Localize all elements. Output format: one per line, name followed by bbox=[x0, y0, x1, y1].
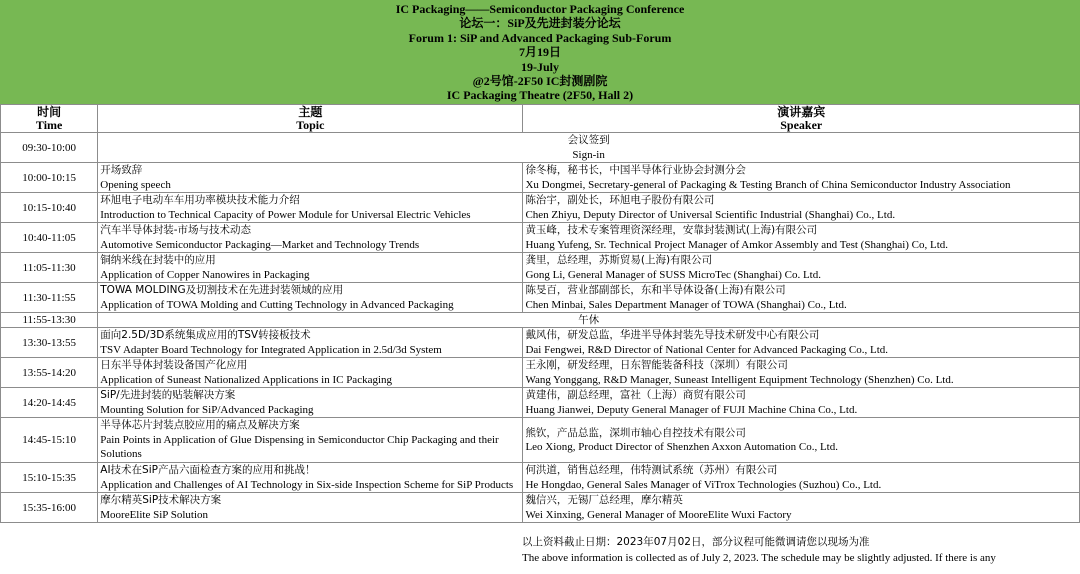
schedule-row bbox=[1, 358, 1080, 388]
topic-cell bbox=[98, 223, 523, 253]
speaker-cn: 陈旻百，营业部副部长，东和半导体设备(上海)有限公司 bbox=[525, 284, 786, 296]
speaker-cn: 陈治宇，副处长，环旭电子股份有限公司 bbox=[525, 194, 715, 206]
speaker-cn: 徐冬梅，秘书长，中国半导体行业协会封测分会 bbox=[525, 164, 746, 176]
topic-cell bbox=[98, 283, 523, 313]
time-cell: 14:20-14:45 bbox=[1, 388, 98, 418]
topic-cell bbox=[98, 418, 523, 463]
time-cell: 10:00-10:15 bbox=[1, 163, 98, 193]
speaker-en: Huang Jianwei, Deputy General Manager of FUJI Machine China Co., Ltd. bbox=[525, 403, 858, 416]
speaker-cn: 龚里，总经理，苏斯贸易(上海)有限公司 bbox=[525, 254, 713, 266]
venue-cn: @2号馆-2F50 IC封测剧院 bbox=[472, 74, 608, 89]
time-cell: 11:30-11:55 bbox=[1, 283, 98, 313]
schedule-table bbox=[0, 104, 1080, 523]
speaker-en: Xu Dongmei, Secretary-general of Packaging & Testing Branch of China Semiconductor Industry Association bbox=[525, 178, 1011, 191]
speaker-cn: 何洪道，销售总经理，伟特测试系统（苏州）有限公司 bbox=[525, 464, 778, 476]
speaker-cell bbox=[523, 388, 1080, 418]
column-header-row bbox=[1, 105, 1080, 133]
topic-cell bbox=[98, 493, 523, 523]
schedule-row bbox=[1, 418, 1080, 463]
speaker-en: Wei Xinxing, General Manager of MooreElite Wuxi Factory bbox=[525, 508, 792, 521]
topic-header: 主题 Topic bbox=[98, 105, 523, 133]
speaker-header: 演讲嘉宾 Speaker bbox=[523, 105, 1080, 133]
break-label-en: Sign-in bbox=[572, 148, 605, 161]
speaker-cell bbox=[523, 328, 1080, 358]
break-label-cn: 午休 bbox=[578, 313, 600, 326]
speaker-en: Dai Fengwei, R&D Director of National Center for Advanced Packaging Co., Ltd. bbox=[525, 343, 889, 356]
forum-header bbox=[0, 0, 1080, 104]
speaker-cell bbox=[523, 193, 1080, 223]
topic-en: Application of Copper Nanowires in Packaging bbox=[100, 268, 310, 281]
speaker-en: Chen Zhiyu, Deputy Director of Universal Scientific Industrial (Shanghai) Co., Ltd. bbox=[525, 208, 896, 221]
break-cell bbox=[98, 313, 1080, 328]
speaker-cell bbox=[523, 493, 1080, 523]
topic-cell bbox=[98, 253, 523, 283]
speaker-en: Wang Yonggang, R&D Manager, Suneast Intelligent Equipment Technology (Shenzhen) Co. Ltd. bbox=[525, 373, 954, 386]
schedule-row bbox=[1, 388, 1080, 418]
schedule-row bbox=[1, 253, 1080, 283]
time-cell: 15:35-16:00 bbox=[1, 493, 98, 523]
conference-title: IC Packaging——Semiconductor Packaging Conference bbox=[395, 2, 685, 16]
time-cell: 13:30-13:55 bbox=[1, 328, 98, 358]
footer-note bbox=[522, 534, 1080, 566]
topic-en: Introduction to Technical Capacity of Power Module for Universal Electric Vehicles bbox=[100, 208, 471, 221]
time-cell: 09:30-10:00 bbox=[1, 133, 98, 163]
schedule-row bbox=[1, 463, 1080, 493]
topic-en: Application of TOWA Molding and Cutting Technology in Advanced Packaging bbox=[100, 298, 454, 311]
speaker-cell bbox=[523, 463, 1080, 493]
topic-cell bbox=[98, 463, 523, 493]
topic-en: Application and Challenges of AI Technology in Six-side Inspection Scheme for SiP Products bbox=[100, 478, 514, 491]
topic-en: Automotive Semiconductor Packaging—Market and Technology Trends bbox=[100, 238, 420, 251]
time-cell: 14:45-15:10 bbox=[1, 418, 98, 463]
break-cell bbox=[98, 133, 1080, 163]
speaker-en: He Hongdao, General Sales Manager of ViTrox Technologies (Suzhou) Co., Ltd. bbox=[525, 478, 882, 491]
time-cell: 11:55-13:30 bbox=[1, 313, 98, 328]
schedule-row bbox=[1, 193, 1080, 223]
break-label-cn: 会议签到 bbox=[567, 134, 610, 146]
time-cell: 10:40-11:05 bbox=[1, 223, 98, 253]
schedule-row bbox=[1, 223, 1080, 253]
speaker-cell bbox=[523, 163, 1080, 193]
schedule-row bbox=[1, 283, 1080, 313]
topic-cn: 汽车半导体封装-市场与技术动态 bbox=[100, 224, 252, 236]
date-en: 19-July bbox=[520, 59, 559, 74]
forum-title-cn: 论坛一：SiP及先进封装分论坛 bbox=[459, 16, 621, 31]
speaker-cell bbox=[523, 358, 1080, 388]
topic-en: Pain Points in Application of Glue Dispensing in Semiconductor Chip Packaging and their Solutions bbox=[100, 433, 499, 461]
time-cell: 15:10-15:35 bbox=[1, 463, 98, 493]
time-cell: 13:55-14:20 bbox=[1, 358, 98, 388]
topic-cell bbox=[98, 163, 523, 193]
topic-cn: SiP/先进封装的贴装解决方案 bbox=[100, 389, 236, 401]
schedule-row bbox=[1, 493, 1080, 523]
venue-en: IC Packaging Theatre (2F50, Hall 2) bbox=[446, 88, 634, 103]
speaker-cn: 熊钦，产品总监，深圳市轴心自控技术有限公司 bbox=[525, 426, 746, 439]
topic-cn: 摩尔精英SiP技术解决方案 bbox=[100, 494, 222, 506]
schedule-row bbox=[1, 328, 1080, 358]
speaker-cn: 黄玉峰，技术专案管理资深经理，安靠封装测试(上海)有限公司 bbox=[525, 224, 818, 236]
schedule-row bbox=[1, 163, 1080, 193]
topic-cn: 日东半导体封装设备国产化应用 bbox=[100, 359, 248, 371]
schedule-row bbox=[1, 313, 1080, 328]
speaker-cn: 王永刚，研发经理，日东智能装备科技（深圳）有限公司 bbox=[525, 359, 788, 371]
speaker-cell bbox=[523, 418, 1080, 463]
topic-cn: 开场致辞 bbox=[100, 164, 143, 176]
topic-cn: 铜纳米线在封装中的应用 bbox=[100, 254, 216, 266]
speaker-cell bbox=[523, 283, 1080, 313]
time-header: 时间 Time bbox=[1, 105, 98, 133]
topic-cn: AI技术在SiP产品六面检查方案的应用和挑战！ bbox=[100, 464, 316, 476]
topic-cn: 半导体芯片封装点胶应用的痛点及解决方案 bbox=[100, 419, 300, 432]
speaker-cn: 戴风伟，研发总监，华进半导体封装先导技术研发中心有限公司 bbox=[525, 329, 820, 341]
topic-en: TSV Adapter Board Technology for Integrated Application in 2.5d/3d System bbox=[100, 343, 442, 356]
time-cell: 11:05-11:30 bbox=[1, 253, 98, 283]
footer-note-cn: 以上资料截止日期：2023年07月02日，部分议程可能微调请您以现场为准 bbox=[522, 536, 870, 548]
speaker-en: Huang Yufeng, Sr. Technical Project Manager of Amkor Assembly and Test (Shanghai) Co, Ltd. bbox=[525, 238, 949, 251]
topic-cell bbox=[98, 328, 523, 358]
speaker-cn: 黄建伟，副总经理，富社（上海）商贸有限公司 bbox=[525, 389, 746, 401]
schedule-row bbox=[1, 133, 1080, 163]
forum-title-en: Forum 1: SiP and Advanced Packaging Sub-Forum bbox=[408, 30, 672, 45]
topic-en: MooreElite SiP Solution bbox=[100, 508, 209, 521]
topic-en: Application of Suneast Nationalized Applications in IC Packaging bbox=[100, 373, 393, 386]
speaker-en: Gong Li, General Manager of SUSS MicroTec (Shanghai) Co. Ltd. bbox=[525, 268, 821, 281]
topic-cn: 环旭电子电动车车用功率模块技术能力介绍 bbox=[100, 194, 300, 206]
time-cell: 10:15-10:40 bbox=[1, 193, 98, 223]
topic-en: Opening speech bbox=[100, 178, 171, 191]
date-cn: 7月19日 bbox=[518, 45, 561, 60]
topic-en: Mounting Solution for SiP/Advanced Packaging bbox=[100, 403, 314, 416]
topic-cn: TOWA MOLDING及切割技术在先进封装领域的应用 bbox=[100, 284, 344, 296]
topic-cell bbox=[98, 193, 523, 223]
topic-cell bbox=[98, 358, 523, 388]
speaker-cell bbox=[523, 253, 1080, 283]
speaker-en: Chen Minbai, Sales Department Manager of TOWA (Shanghai) Co., Ltd. bbox=[525, 298, 847, 311]
speaker-en: Leo Xiong, Product Director of Shenzhen Axxon Automation Co., Ltd. bbox=[525, 441, 838, 453]
speaker-cn: 魏信兴，无锡厂总经理，摩尔精英 bbox=[525, 494, 683, 506]
topic-cn: 面向2.5D/3D系统集成应用的TSV转接板技术 bbox=[100, 329, 311, 341]
speaker-cell bbox=[523, 223, 1080, 253]
topic-cell bbox=[98, 388, 523, 418]
footer-note-en: The above information is collected as of July 2, 2023. The schedule may be slightly adjusted. If there is any bbox=[522, 552, 996, 564]
